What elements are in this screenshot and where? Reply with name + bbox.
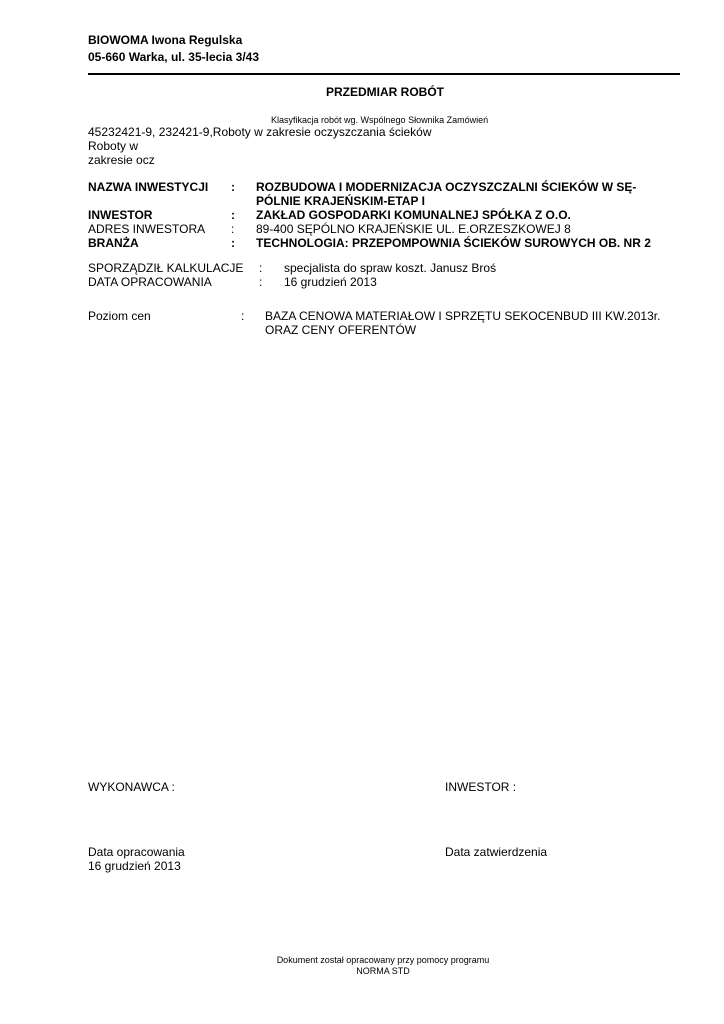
prepared-colon: : (259, 261, 263, 275)
classification-line-2: Roboty w (88, 139, 139, 153)
address-value: 89-400 SĘPÓLNO KRAJEŃSKIE UL. E.ORZESZKOWEJ 8 (256, 222, 571, 236)
company-address: 05-660 Warka, ul. 35-lecia 3/43 (88, 50, 259, 64)
price-label: Poziom cen (88, 309, 151, 323)
classification-caption: Klasyfikacja robót wg. Wspólnego Słownika Zamówień (271, 115, 489, 125)
investor-label: INWESTOR (88, 208, 153, 222)
branch-label: BRANŻA (88, 236, 139, 250)
investment-value-2: PÓLNIE KRAJEŃSKIM-ETAP I (256, 194, 425, 208)
prepared-label: SPORZĄDZIŁ KALKULACJE (88, 261, 244, 275)
branch-value: TECHNOLOGIA: PRZEPOMPOWNIA ŚCIEKÓW SUROWYCH OB. NR 2 (256, 236, 651, 250)
prepared-value: specjalista do spraw koszt. Janusz Broś (284, 261, 497, 275)
investor-signature-label: INWESTOR : (445, 780, 517, 794)
price-value-1: BAZA CENOWA MATERIAŁOW I SPRZĘTU SEKOCENBUD III KW.2013r. (265, 309, 661, 323)
investor-value: ZAKŁAD GOSPODARKI KOMUNALNEJ SPÓŁKA Z O.O. (256, 208, 571, 222)
address-label: ADRES INWESTORA (88, 222, 206, 236)
contractor-label: WYKONAWCA : (88, 780, 175, 794)
price-value-2: ORAZ CENY OFERENTÓW (265, 323, 417, 337)
header-divider (88, 73, 680, 75)
branch-colon: : (231, 236, 235, 250)
address-colon: : (231, 222, 235, 236)
date-approved-label: Data zatwierdzenia (445, 845, 548, 859)
date-value: 16 grudzień 2013 (284, 275, 377, 289)
footer-line-1: Dokument został opracowany przy pomocy programu (276, 955, 490, 965)
page-title: PRZEDMIAR ROBÓT (326, 85, 444, 99)
classification-line-3: zakresie ocz (88, 153, 155, 167)
date-colon: : (259, 275, 263, 289)
company-name: BIOWOMA Iwona Regulska (88, 33, 243, 47)
investor-colon: : (231, 208, 235, 222)
price-colon: : (241, 309, 245, 323)
classification-codes: 45232421-9, 232421-9,Roboty w zakresie oczyszczania ścieków (88, 125, 432, 139)
date-prepared-value: 16 grudzień 2013 (88, 859, 181, 873)
investment-label: NAZWA INWESTYCJI (88, 180, 209, 194)
date-label: DATA OPRACOWANIA (88, 275, 212, 289)
investment-value-1: ROZBUDOWA I MODERNIZACJA OCZYSZCZALNI ŚCIEKÓW W SĘ- (256, 180, 637, 194)
footer-line-2: NORMA STD (356, 966, 410, 976)
investment-colon: : (231, 180, 235, 194)
date-prepared-label: Data opracowania (88, 845, 185, 859)
